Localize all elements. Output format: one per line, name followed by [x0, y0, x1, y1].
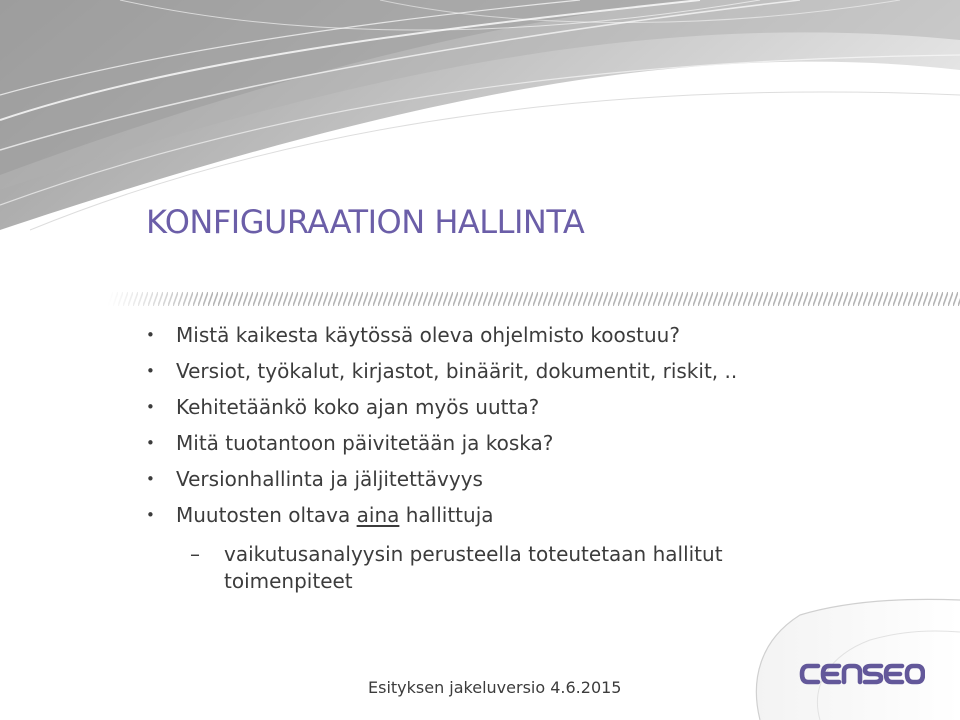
footer-version-text: Esityksen jakeluversio 4.6.2015	[368, 678, 622, 697]
bullet-marker: •	[146, 398, 155, 416]
bullet-marker: •	[146, 506, 155, 524]
list-item-text: Mistä kaikesta käytössä oleva ohjelmisto koostuu?	[176, 323, 680, 347]
sub-list-item	[190, 541, 784, 595]
bullet-marker: •	[146, 362, 155, 380]
bullet-list	[146, 317, 866, 595]
list-item-text: Versionhallinta ja jäljitettävyys	[176, 467, 483, 491]
list-item-text-end: hallittuja	[399, 503, 494, 527]
list-item	[146, 317, 866, 353]
list-item	[146, 389, 866, 425]
list-item-text: Mitä tuotantoon päivitetään ja koska?	[176, 431, 554, 455]
list-item-text: Versiot, työkalut, kirjastot, binäärit, dokumentit, riskit, ..	[176, 359, 738, 383]
list-item	[146, 497, 866, 533]
list-item-text-start: Muutosten oltava	[176, 503, 357, 527]
censeo-logo	[799, 662, 925, 686]
hatched-divider	[108, 292, 960, 306]
sub-list-item-text: vaikutusanalyysin perusteella toteutetaan hallitut toimenpiteet	[224, 542, 723, 593]
sub-bullet-dash: –	[190, 542, 200, 566]
bullet-marker: •	[146, 470, 155, 488]
slide-title: KONFIGURAATION HALLINTA	[146, 203, 585, 241]
list-item	[146, 461, 866, 497]
emphasized-word: aina	[356, 503, 400, 527]
bullet-marker: •	[146, 434, 155, 452]
list-item-text	[176, 503, 494, 527]
list-item	[146, 353, 866, 389]
list-item-text: Kehitetäänkö koko ajan myös uutta?	[176, 395, 540, 419]
list-item	[146, 425, 866, 461]
bullet-marker: •	[146, 326, 155, 344]
